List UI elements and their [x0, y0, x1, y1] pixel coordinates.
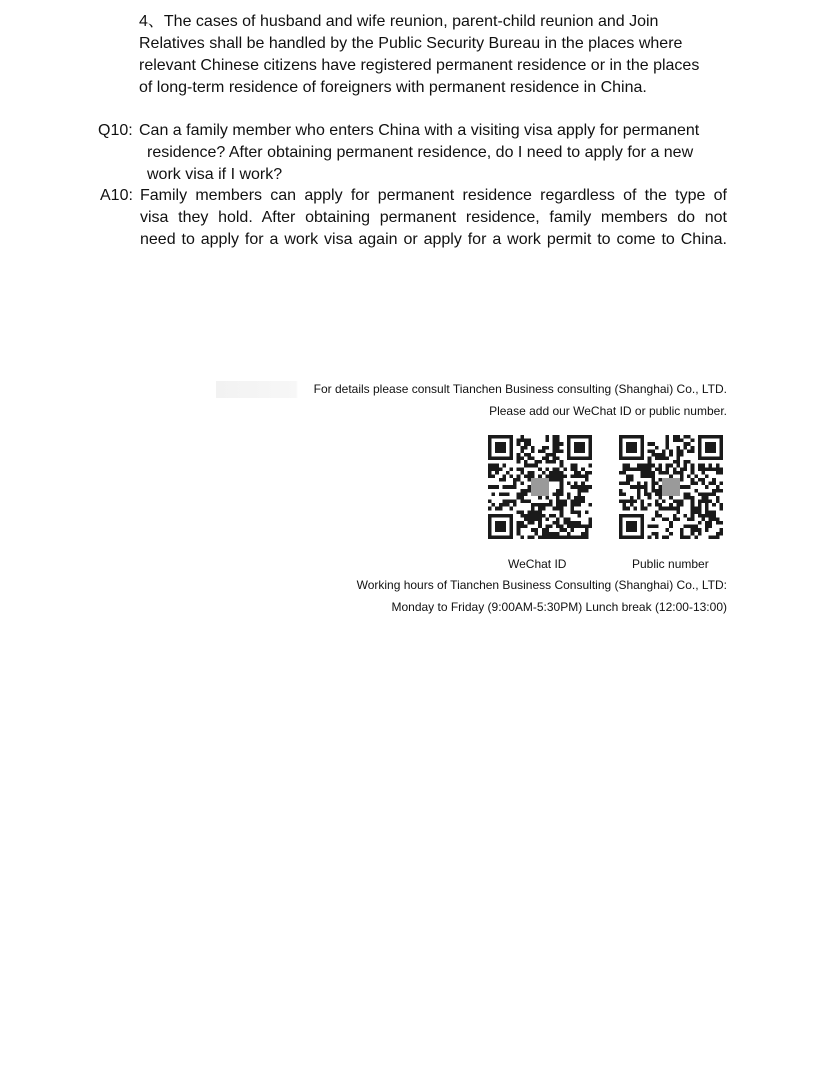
- item-4-paragraph: [139, 11, 739, 99]
- answer-text: [140, 185, 727, 251]
- wechat-id-label: WeChat ID: [508, 557, 567, 571]
- question-tag: Q10:: [98, 122, 133, 139]
- consult-text: For details please consult Tianchen Business consulting (Shanghai) Co., LTD.: [216, 381, 727, 398]
- item-4-line: relevant Chinese citizens have registered permanent residence or in the places: [139, 57, 700, 74]
- answer-line: need to apply for a work visa again or apply for a work permit to come to China.: [140, 231, 727, 248]
- public-number-label: Public number: [632, 557, 709, 571]
- public-number-qr-code-icon: [619, 435, 723, 539]
- question-line: work visa if I work?: [147, 166, 283, 183]
- item-4-line: 4、The cases of husband and wife reunion, parent-child reunion and Join: [139, 13, 659, 30]
- answer-line: Family members can apply for permanent residence regardless of the type of: [140, 187, 727, 204]
- question-line: Can a family member who enters China with a visiting visa apply for permanent: [139, 122, 700, 139]
- wechat-qr-code-icon: [488, 435, 592, 539]
- question-line: residence? After obtaining permanent residence, do I need to apply for a new: [147, 144, 694, 161]
- item-4-line: of long-term residence of foreigners with permanent residence in China.: [139, 79, 647, 96]
- item-4-line: Relatives shall be handled by the Public Security Bureau in the places where: [139, 35, 683, 52]
- answer-tag: A10:: [100, 187, 133, 204]
- working-hours-detail: Monday to Friday (9:00AM-5:30PM) Lunch break (12:00-13:00): [391, 600, 727, 614]
- question-text: [139, 120, 729, 186]
- answer-line: visa they hold. After obtaining permanent residence, family members do not: [140, 209, 727, 226]
- working-hours-title: Working hours of Tianchen Business Consulting (Shanghai) Co., LTD:: [356, 578, 727, 592]
- add-wechat-text: Please add our WeChat ID or public number.: [489, 404, 727, 418]
